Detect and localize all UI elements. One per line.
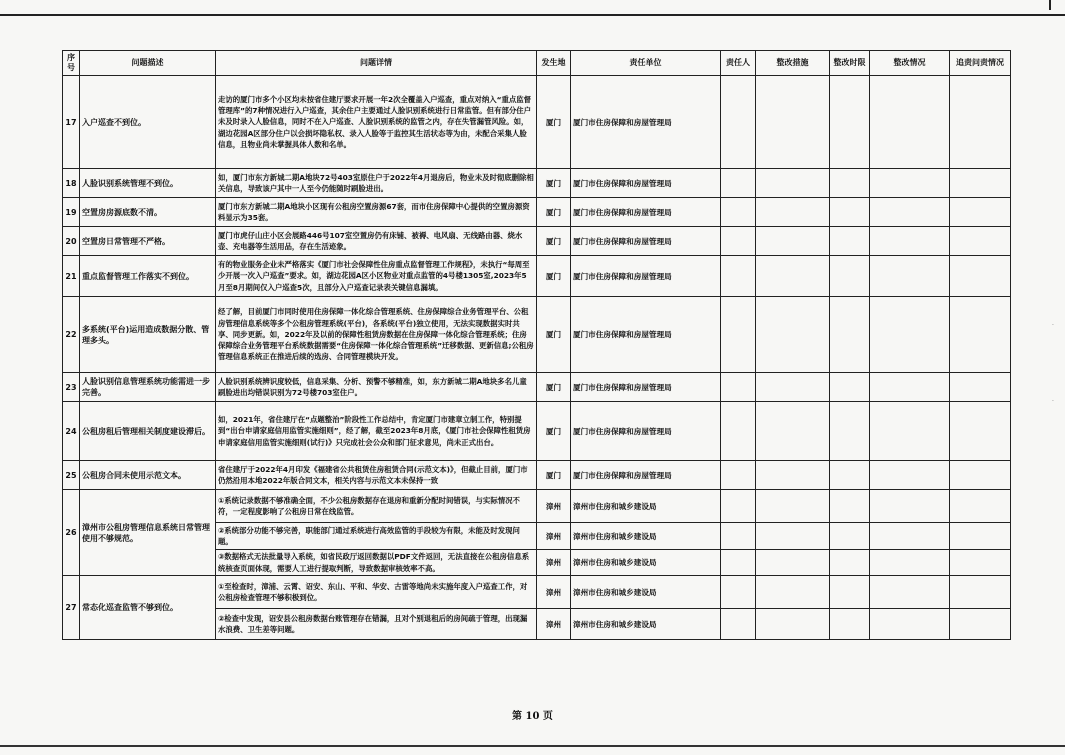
responsible-person: [721, 198, 756, 227]
location-cell: 厦门: [537, 256, 571, 297]
accountability-status: [950, 169, 1011, 198]
accountability-status: [950, 198, 1011, 227]
responsible-unit: 厦门市住房保障和房屋管理局: [571, 227, 721, 256]
problem-description: 公租房租后管理相关制度建设滞后。: [80, 402, 216, 461]
problem-description: 漳州市公租房管理信息系统日常管理使用不够规范。: [80, 490, 216, 576]
rectification-status: [870, 373, 950, 402]
rectification-status: [870, 402, 950, 461]
problem-detail: ②检查中发现，诏安县公租房数据台账管理存在错漏，且对个别退租后的房间疏于管理，出现漏水浪费、卫生差等问题。: [216, 609, 537, 640]
responsible-unit: 漳州市住房和城乡建设局: [571, 490, 721, 523]
responsible-person: [721, 227, 756, 256]
location-cell: 漳州: [537, 550, 571, 576]
row-number: 18: [63, 169, 80, 198]
responsible-person: [721, 402, 756, 461]
problem-detail: 经了解，目前厦门市同时使用住房保障一体化综合管理系统、住房保障综合业务管理平台、公租房管理信息系统等多个公租房管理系统(平台)，各系统(平台)独立使用，无法实现数据实时共享、同步更新。如，2022年及以前的保障性租赁房数据在住房保障一体化综合管理系统；住房保障综合业务管理平台系统数据需要“住房保障一体化综合管理系统”迁移数据、更新信息;公租房管理信息系统正在推进后续的选房、合同管理模块开发。: [216, 297, 537, 373]
responsible-person: [721, 576, 756, 609]
problem-detail: 如，2021年，省住建厅在“点题整治”阶段性工作总结中，肯定厦门市建章立制工作，特别提到“出台申请家庭信用监管实施细则”，经了解，截至2023年8月底，《厦门市社会保障性租赁房申请家庭信用监管实施细则(试行)》只完成社会公众和部门征求意见，尚未正式出台。: [216, 402, 537, 461]
column-header: 整改措施: [756, 51, 830, 76]
problem-detail: 省住建厅于2022年4月印发《福建省公共租赁住房租赁合同(示范文本)》，但截止目前，厦门市仍然沿用本地2022年版合同文本，相关内容与示范文本未保持一致: [216, 461, 537, 490]
problem-description: 空置房房源底数不清。: [80, 198, 216, 227]
row-number: 25: [63, 461, 80, 490]
problem-description: 空置房日常管理不严格。: [80, 227, 216, 256]
problem-detail: 如，厦门市东方新城二期A地块72号403室原住户于2022年4月退房后，物业未及时彻底删除相关信息，导致该户其中一人至今仍能随时刷脸进出。: [216, 169, 537, 198]
column-header: 问题描述: [80, 51, 216, 76]
table-row: [63, 76, 1011, 169]
rectification-deadline: [830, 256, 870, 297]
rectification-measures: [756, 373, 830, 402]
rectification-deadline: [830, 76, 870, 169]
responsible-unit: 厦门市住房保障和房屋管理局: [571, 256, 721, 297]
problem-description: 人脸识别系统管理不到位。: [80, 169, 216, 198]
table-body: [63, 76, 1011, 640]
responsible-unit: 漳州市住房和城乡建设局: [571, 523, 721, 550]
problem-detail: 厦门市虎仔山庄小区会展路446号107室空置房仍有床铺、被褥、电风扇、无线路由器、烧水壶、充电器等生活用品，存在生活迹象。: [216, 227, 537, 256]
responsible-person: [721, 297, 756, 373]
responsible-person: [721, 609, 756, 640]
rectification-measures: [756, 198, 830, 227]
accountability-status: [950, 76, 1011, 169]
table-row: [63, 373, 1011, 402]
row-number: 22: [63, 297, 80, 373]
rectification-deadline: [830, 550, 870, 576]
row-number: 17: [63, 76, 80, 169]
top-border-line: [0, 14, 1065, 16]
location-cell: 厦门: [537, 461, 571, 490]
responsible-unit: 厦门市住房保障和房屋管理局: [571, 461, 721, 490]
problem-detail: 厦门市东方新城二期A地块小区现有公租房空置房源67套，而市住房保障中心提供的空置房源资料显示为35套。: [216, 198, 537, 227]
location-cell: 厦门: [537, 227, 571, 256]
problem-detail: ①系统记录数据不够准确全面，不少公租房数据存在退房和重新分配时间错误，与实际情况不符，一定程度影响了公租房日常在线监管。: [216, 490, 537, 523]
accountability-status: [950, 402, 1011, 461]
table-row: [63, 169, 1011, 198]
location-cell: 漳州: [537, 490, 571, 523]
rectification-status: [870, 76, 950, 169]
column-header: 追责问责情况: [950, 51, 1011, 76]
rectification-deadline: [830, 576, 870, 609]
column-header: 问题详情: [216, 51, 537, 76]
responsible-person: [721, 169, 756, 198]
table-row: [63, 297, 1011, 373]
column-header: 整改情况: [870, 51, 950, 76]
location-cell: 漳州: [537, 576, 571, 609]
problem-detail: 有的物业服务企业未严格落实《厦门市社会保障性住房重点监督管理工作规程》，未执行“每周至少开展一次入户巡查”要求。如，湖边花园A区小区物业对重点监管的4号楼1305室,2023年5月至8月期间仅入户巡查5次，且部分入户巡查记录表关键信息漏填。: [216, 256, 537, 297]
responsible-unit: 厦门市住房保障和房屋管理局: [571, 198, 721, 227]
responsible-person: [721, 550, 756, 576]
problem-description: 公租房合同未使用示范文本。: [80, 461, 216, 490]
accountability-status: [950, 490, 1011, 523]
responsible-person: [721, 76, 756, 169]
table-row: [63, 227, 1011, 256]
bottom-border-line: [0, 745, 1065, 747]
row-number: 20: [63, 227, 80, 256]
rectification-measures: [756, 402, 830, 461]
table-row: [63, 402, 1011, 461]
table-row: [63, 256, 1011, 297]
responsible-unit: 厦门市住房保障和房屋管理局: [571, 297, 721, 373]
rectification-table: [62, 50, 1011, 640]
rectification-status: [870, 256, 950, 297]
responsible-person: [721, 523, 756, 550]
column-header: 序号: [63, 51, 80, 76]
corner-mark: [1049, 0, 1059, 10]
header-row: [63, 51, 1011, 76]
rectification-status: [870, 198, 950, 227]
accountability-status: [950, 256, 1011, 297]
accountability-status: [950, 297, 1011, 373]
problem-detail: 人脸识别系统辨识度较低，信息采集、分析、预警不够精准，如，东方新城二期A地块多名儿童刷脸进出均错误识别为72号楼703室住户。: [216, 373, 537, 402]
problem-detail: ①至检查时，漳浦、云霄、诏安、东山、平和、华安、古雷等地尚未实施年度入户巡查工作，对公租房检查管理不够积极到位。: [216, 576, 537, 609]
problem-detail: ②系统部分功能不够完善，职能部门通过系统进行高效监管的手段较为有限，未能及时发现问题。: [216, 523, 537, 550]
responsible-person: [721, 490, 756, 523]
location-cell: 厦门: [537, 373, 571, 402]
problem-description: 常态化巡查监管不够到位。: [80, 576, 216, 640]
accountability-status: [950, 227, 1011, 256]
rectification-measures: [756, 297, 830, 373]
rectification-deadline: [830, 297, 870, 373]
rectification-deadline: [830, 402, 870, 461]
column-header: 责任单位: [571, 51, 721, 76]
rectification-measures: [756, 169, 830, 198]
accountability-status: [950, 373, 1011, 402]
rectification-status: [870, 227, 950, 256]
column-header: 责任人: [721, 51, 756, 76]
rectification-measures: [756, 461, 830, 490]
scan-speck: ·: [1052, 322, 1054, 329]
rectification-deadline: [830, 490, 870, 523]
column-header: 发生地: [537, 51, 571, 76]
rectification-measures: [756, 256, 830, 297]
rectification-status: [870, 576, 950, 609]
rectification-status: [870, 490, 950, 523]
table-row: [63, 576, 1011, 609]
rectification-deadline: [830, 461, 870, 490]
responsible-unit: 厦门市住房保障和房屋管理局: [571, 373, 721, 402]
table-row: [63, 490, 1011, 523]
rectification-measures: [756, 576, 830, 609]
location-cell: 厦门: [537, 169, 571, 198]
row-number: 23: [63, 373, 80, 402]
responsible-unit: 厦门市住房保障和房屋管理局: [571, 76, 721, 169]
responsible-unit: 厦门市住房保障和房屋管理局: [571, 169, 721, 198]
rectification-measures: [756, 76, 830, 169]
row-number: 24: [63, 402, 80, 461]
rectification-status: [870, 169, 950, 198]
rectification-measures: [756, 227, 830, 256]
location-cell: 厦门: [537, 198, 571, 227]
rectification-measures: [756, 490, 830, 523]
location-cell: 漳州: [537, 523, 571, 550]
row-number: 19: [63, 198, 80, 227]
rectification-status: [870, 550, 950, 576]
row-number: 27: [63, 576, 80, 640]
page-number: 第 10 页: [512, 711, 553, 722]
problem-description: 人脸识别信息管理系统功能需进一步完善。: [80, 373, 216, 402]
rectification-status: [870, 461, 950, 490]
responsible-person: [721, 461, 756, 490]
row-number: 26: [63, 490, 80, 576]
accountability-status: [950, 461, 1011, 490]
rectification-status: [870, 523, 950, 550]
rectification-status: [870, 297, 950, 373]
responsible-person: [721, 373, 756, 402]
accountability-status: [950, 576, 1011, 609]
responsible-unit: 漳州市住房和城乡建设局: [571, 576, 721, 609]
rectification-status: [870, 609, 950, 640]
scan-speck: ·: [1052, 398, 1054, 405]
responsible-unit: 漳州市住房和城乡建设局: [571, 609, 721, 640]
rectification-deadline: [830, 198, 870, 227]
rectification-measures: [756, 609, 830, 640]
responsible-unit: 漳州市住房和城乡建设局: [571, 550, 721, 576]
rectification-deadline: [830, 227, 870, 256]
rectification-deadline: [830, 523, 870, 550]
problem-description: 重点监督管理工作落实不到位。: [80, 256, 216, 297]
problem-detail: ③数据格式无法批量导入系统，如省民政厅返回数据以PDF文件返回，无法直接在公租房信息系统核查页面体现，需要人工进行提取判断，导致数据审核效率不高。: [216, 550, 537, 576]
responsible-person: [721, 256, 756, 297]
rectification-measures: [756, 550, 830, 576]
rectification-deadline: [830, 609, 870, 640]
rectification-measures: [756, 523, 830, 550]
accountability-status: [950, 609, 1011, 640]
problem-detail: 走访的厦门市多个小区均未按省住建厅要求开展一年2次全覆盖入户巡查，重点对纳入“重点监督管理库”的7种情况进行入户巡查，其余住户主要通过人脸识别系统进行日常监管。但有部分住户未及时录入人脸信息，同时不在入户巡查、人脸识别系统的监管之内，存在失管漏管风险。如，湖边花园A区部分住户以会损坏隐私权、录入人脸等于监控其生活状态等为由，未配合采集人脸信息，且物业尚未掌握具体人数和名单。: [216, 76, 537, 169]
accountability-status: [950, 550, 1011, 576]
location-cell: 厦门: [537, 76, 571, 169]
table-row: [63, 198, 1011, 227]
column-header: 整改时限: [830, 51, 870, 76]
location-cell: 厦门: [537, 297, 571, 373]
responsible-unit: 厦门市住房保障和房屋管理局: [571, 402, 721, 461]
rectification-deadline: [830, 373, 870, 402]
table-row: [63, 461, 1011, 490]
row-number: 21: [63, 256, 80, 297]
accountability-status: [950, 523, 1011, 550]
rectification-deadline: [830, 169, 870, 198]
problem-description: 入户巡查不到位。: [80, 76, 216, 169]
problem-description: 多系统(平台)运用造成数据分散、管理多头。: [80, 297, 216, 373]
location-cell: 漳州: [537, 609, 571, 640]
location-cell: 厦门: [537, 402, 571, 461]
